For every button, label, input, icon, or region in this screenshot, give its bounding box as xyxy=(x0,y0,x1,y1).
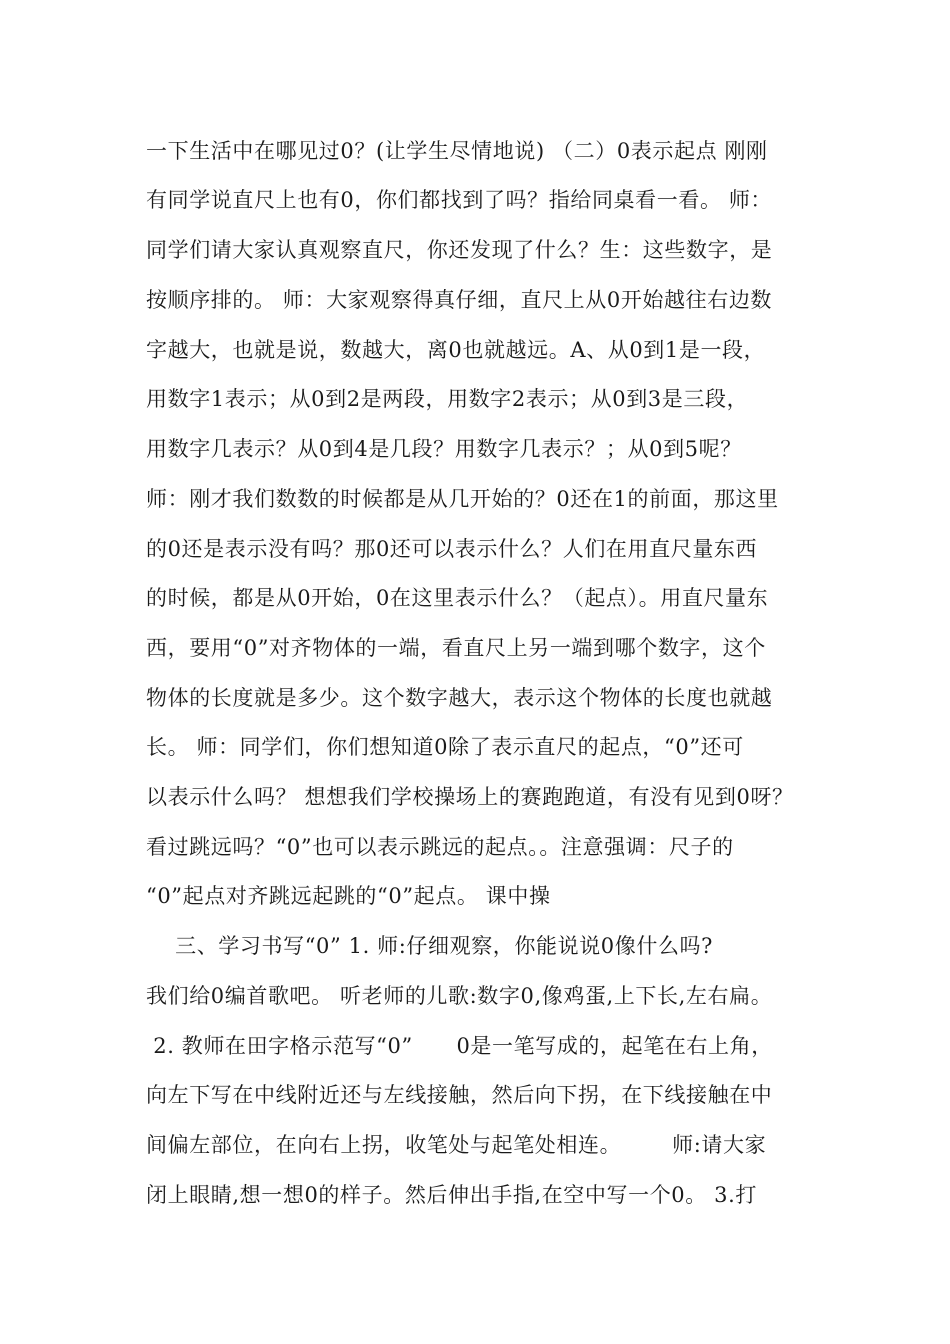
text-line: 西，要用“0”对齐物体的一端，看直尺上另一端到哪个数字，这个 xyxy=(146,636,766,660)
text-line: 的时候，都是从0开始，0在这里表示什么？（起点）。用直尺量东 xyxy=(146,586,769,610)
text-line: 以表示什么吗？ 想想我们学校操场上的赛跑跑道，有没有见到0呀？ xyxy=(146,785,794,809)
text-line: 师：刚才我们数数的时候都是从几开始的？0还在1的前面，那这里 xyxy=(146,487,779,511)
text-line: 三、学习书写“0” 1. 师:仔细观察，你能说说0像什么吗? xyxy=(146,934,714,958)
text-line: 按顺序排的。 师：大家观察得真仔细，直尺上从0开始越往右边数 xyxy=(146,288,773,312)
text-line: 间偏左部位，在向右上拐，收笔处与起笔处相连。 师:请大家 xyxy=(146,1133,767,1157)
text-line: 有同学说直尺上也有0，你们都找到了吗？指给同桌看一看。 师： xyxy=(146,188,773,212)
text-line: 看过跳远吗？“0”也可以表示跳远的起点。。注意强调：尺子的 xyxy=(146,835,734,859)
text-line: 2. 教师在田字格示范写“0” 0是一笔写成的，起笔在右上角， xyxy=(146,1034,773,1058)
text-line: 的0还是表示没有吗？那0还可以表示什么？人们在用直尺量东西 xyxy=(146,537,758,561)
text-line: 字越大，也就是说，数越大，离0也就越远。A、从0到1是一段， xyxy=(146,338,766,362)
text-line: 物体的长度就是多少。这个数字越大，表示这个物体的长度也就越 xyxy=(146,686,773,710)
text-line: “0”起点对齐跳远起跳的“0”起点。 课中操 xyxy=(146,884,551,908)
text-line: 向左下写在中线附近还与左线接触，然后向下拐，在下线接触在中 xyxy=(146,1083,773,1107)
text-line: 我们给0编首歌吧。 听老师的儿歌:数字0,像鸡蛋,上下长,左右扁。 xyxy=(146,984,773,1008)
text-line: 用数字几表示？从0到4是几段？用数字几表示？；从0到5呢？ xyxy=(146,437,742,461)
text-line: 用数字1表示；从0到2是两段，用数字2表示；从0到3是三段， xyxy=(146,387,749,411)
text-line: 长。 师：同学们，你们想知道0除了表示直尺的起点，“0”还可 xyxy=(146,735,744,759)
text-line: 一下生活中在哪见过0？(让学生尽情地说) （二）0表示起点 刚刚 xyxy=(146,139,768,163)
text-line: 闭上眼睛,想一想0的样子。然后伸出手指,在空中写一个0。 3.打 xyxy=(146,1183,757,1207)
text-line: 同学们请大家认真观察直尺，你还发现了什么？生：这些数字，是 xyxy=(146,238,773,262)
